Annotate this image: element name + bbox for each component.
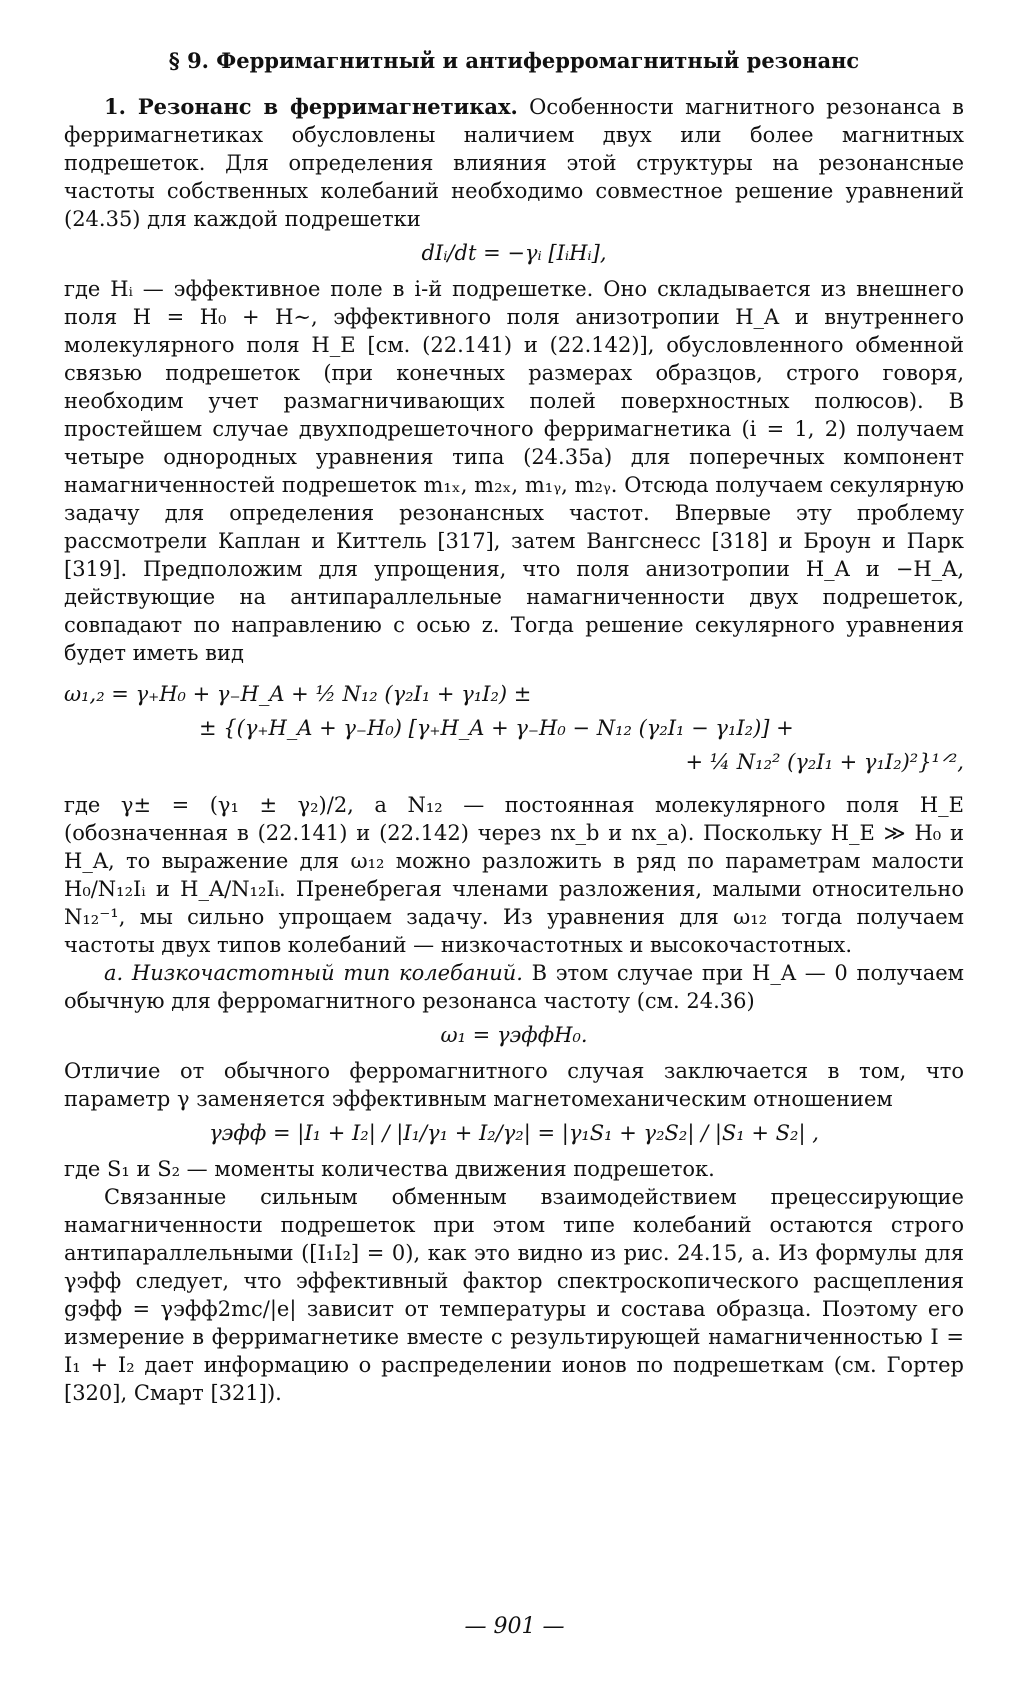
paragraph-4-text: В этом случае при H_A — 0 получаем обычную для ферромагнитного резонанса частоту (см. 24.36) <box>64 961 964 1013</box>
equation-2-line-3: + ¼ N₁₂² (γ₂I₁ + γ₁I₂)²}¹ᐟ², <box>685 750 964 774</box>
section-title: § 9. Ферримагнитный и антиферромагнитный резонанс <box>168 48 860 73</box>
paragraph-2: где Hᵢ — эффективное поле в i-й подрешетке. Оно складывается из внешнего поля H = H₀ + H∼, эффективного поля анизотропии H_A и внутреннего молекулярного поля H_E [см. (22.141) и (22.142)], обусловленного обменной связью подрешеток (при конечных размерах образцов, строго говоря, необходим учет размагничивающих полей поверхностных полюсов). В простейшем случае двухподрешеточного ферримагнетика (i = 1, 2) получаем четыре однородных уравнения типа (24.35а) для поперечных компонент намагниченностей подрешеток m₁ₓ, m₂ₓ, m₁ᵧ, m₂ᵧ. Отсюда получаем секулярную задачу для определения резонансных частот. Впервые эту проблему рассмотрели Каплан и Киттель [317], затем Вангснесс [318] и Броун и Парк [319]. Предположим для упрощения, что поля анизотропии H_A и −H_A, действующие на антипараллельные намагниченности двух подрешеток, совпадают по направлению с осью z. Тогда решение секулярного уравнения будет иметь вид <box>64 277 964 665</box>
paragraph-3: где γ± = (γ₁ ± γ₂)/2, а N₁₂ — постоянная молекулярного поля H_E (обозначенная в (22.141) и (22.142) через nx_b и nx_a). Поскольку H_E ≫ H₀ и H_A, то выражение для ω₁₂ можно разложить в ряд по параметрам малости H₀/N₁₂Iᵢ и H_A/N₁₂Iᵢ. Пренебрегая членами разложения, малыми относительно N₁₂⁻¹, мы сильно упрощаем задачу. Из уравнения для ω₁₂ тогда получаем частоты двух типов колебаний — низкочастотных и высокочастотных. <box>64 793 964 957</box>
equation-2 <box>64 677 964 779</box>
subsection-heading: 1. Резонанс в ферримагнетиках. <box>104 94 518 119</box>
equation-4: γэфф = |I₁ + I₂| / |I₁/γ₁ + I₂/γ₂| = |γ₁S₁ + γ₂S₂| / |S₁ + S₂| , <box>209 1121 819 1145</box>
paragraph-1 <box>64 93 964 233</box>
paragraph-5: Отличие от обычного ферромагнитного случая заключается в том, что параметр γ заменяется эффективным магнетомеханическим отношением <box>64 1059 964 1111</box>
subtype-label: а. Низкочастотный тип колебаний. <box>104 961 523 985</box>
equation-2-line-1: ω₁,₂ = γ₊H₀ + γ₋H_A + ½ N₁₂ (γ₂I₁ + γ₁I₂) ± <box>64 682 532 706</box>
paragraph-7: Связанные сильным обменным взаимодействием прецессирующие намагниченности подрешеток при этом типе колебаний остаются строго антипараллельными ([I₁I₂] = 0), как это видно из рис. 24.15, а. Из формулы для γэфф следует, что эффективный фактор спектроскопического расщепления gэфф = γэфф2mc/|e| зависит от температуры и состава образца. Поэтому его измерение в ферримагнетике вместе с результирующей намагниченностью I = I₁ + I₂ дает информацию о распределении ионов по подрешеткам (см. Гортер [320], Смарт [321]). <box>64 1185 964 1405</box>
paragraph-6: где S₁ и S₂ — моменты количества движения подрешеток. <box>64 1157 715 1181</box>
paragraph-4 <box>64 959 964 1015</box>
paragraph-1-text: Особенности магнитного резонанса в ферримагнетиках обусловлены наличием двух или более магнитных подрешеток. Для определения влияния этой структуры на резонансные частоты собственных колебаний необходимо совместное решение уравнений (24.35) для каждой подрешетки <box>64 95 964 231</box>
page-body <box>64 48 964 1407</box>
equation-1: dIᵢ/dt = −γᵢ [IᵢHᵢ], <box>421 241 607 265</box>
equation-3: ω₁ = γэффH₀. <box>440 1023 588 1047</box>
page-number: — 901 — <box>464 1614 565 1639</box>
equation-2-line-2: ± {(γ₊H_A + γ₋H₀) [γ₊H_A + γ₋H₀ − N₁₂ (γ₂I₁ − γ₁I₂)] + <box>199 716 794 740</box>
